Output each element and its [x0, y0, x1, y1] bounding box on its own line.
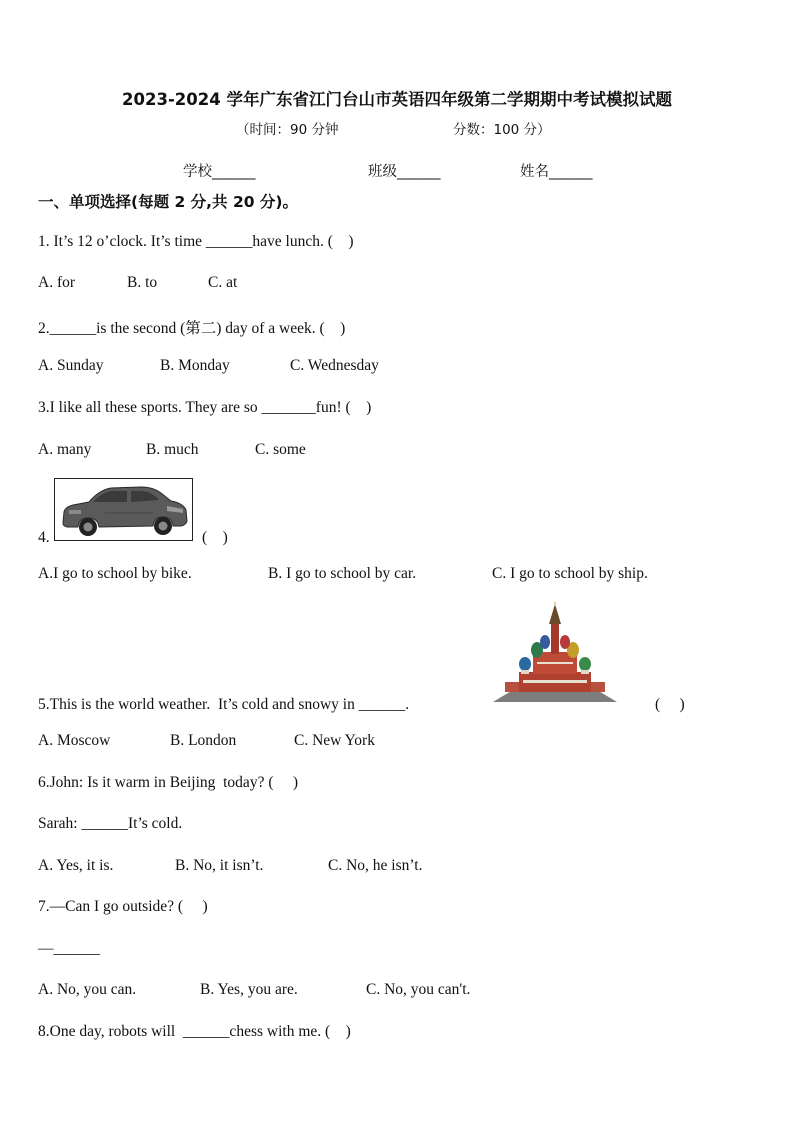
- q7-option-b[interactable]: B. Yes, you are.: [200, 981, 298, 998]
- q3-option-a[interactable]: A. many: [38, 441, 92, 458]
- q4-option-b[interactable]: B. I go to school by car.: [268, 565, 417, 582]
- q2-option-b[interactable]: B. Monday: [160, 357, 230, 374]
- exam-time: （时间：90 分钟: [236, 122, 339, 138]
- question-6-line-2: Sarah: ______It’s cold.: [38, 815, 183, 832]
- q1-option-a[interactable]: A. for: [38, 274, 76, 291]
- question-5-answer-paren: ( ): [655, 696, 685, 713]
- question-4-number: 4.: [38, 529, 50, 546]
- cathedral-image: [493, 602, 617, 706]
- q6-option-a[interactable]: A. Yes, it is.: [38, 857, 114, 874]
- school-field[interactable]: 学校______: [183, 164, 256, 180]
- q7-option-c[interactable]: C. No, you can't.: [366, 981, 471, 998]
- section-heading: 一、单项选择(每题 2 分,共 20 分)。: [38, 193, 298, 211]
- q1-option-b[interactable]: B. to: [127, 274, 158, 291]
- q6-option-b[interactable]: B. No, it isn’t.: [175, 857, 264, 874]
- q5-option-b[interactable]: B. London: [170, 732, 237, 749]
- car-image: [54, 478, 193, 541]
- question-7-line-2: —______: [38, 940, 100, 957]
- name-field[interactable]: 姓名______: [520, 164, 593, 180]
- question-8: 8.One day, robots will ______chess with me. ( ): [38, 1023, 351, 1040]
- question-1: 1. It’s 12 o’clock. It’s time ______have lunch. ( ): [38, 233, 354, 250]
- q3-option-c[interactable]: C. some: [255, 441, 306, 458]
- q7-option-a[interactable]: A. No, you can.: [38, 981, 137, 998]
- question-5: 5.This is the world weather. It’s cold and snowy in ______.: [38, 696, 410, 713]
- q2-option-c[interactable]: C. Wednesday: [290, 357, 379, 374]
- page-title: 2023-2024 学年广东省江门台山市英语四年级第二学期期中考试模拟试题: [122, 90, 672, 109]
- q4-option-c[interactable]: C. I go to school by ship.: [492, 565, 648, 582]
- question-4-answer-paren: ( ): [202, 529, 228, 546]
- question-2: 2.______is the second (第二) day of a week. ( ): [38, 320, 346, 337]
- question-7: 7.—Can I go outside? ( ): [38, 898, 208, 915]
- q2-option-a[interactable]: A. Sunday: [38, 357, 104, 374]
- q5-option-a[interactable]: A. Moscow: [38, 732, 111, 749]
- q4-option-a[interactable]: A.I go to school by bike.: [38, 565, 192, 582]
- q5-option-c[interactable]: C. New York: [294, 732, 375, 749]
- question-3: 3.I like all these sports. They are so _______fun! ( ): [38, 399, 372, 416]
- class-field[interactable]: 班级______: [368, 164, 441, 180]
- question-6: 6.John: Is it warm in Beijing today? ( ): [38, 774, 299, 791]
- exam-score: 分数：100 分）: [453, 122, 551, 138]
- q1-option-c[interactable]: C. at: [208, 274, 238, 291]
- q3-option-b[interactable]: B. much: [146, 441, 199, 458]
- q6-option-c[interactable]: C. No, he isn’t.: [328, 857, 423, 874]
